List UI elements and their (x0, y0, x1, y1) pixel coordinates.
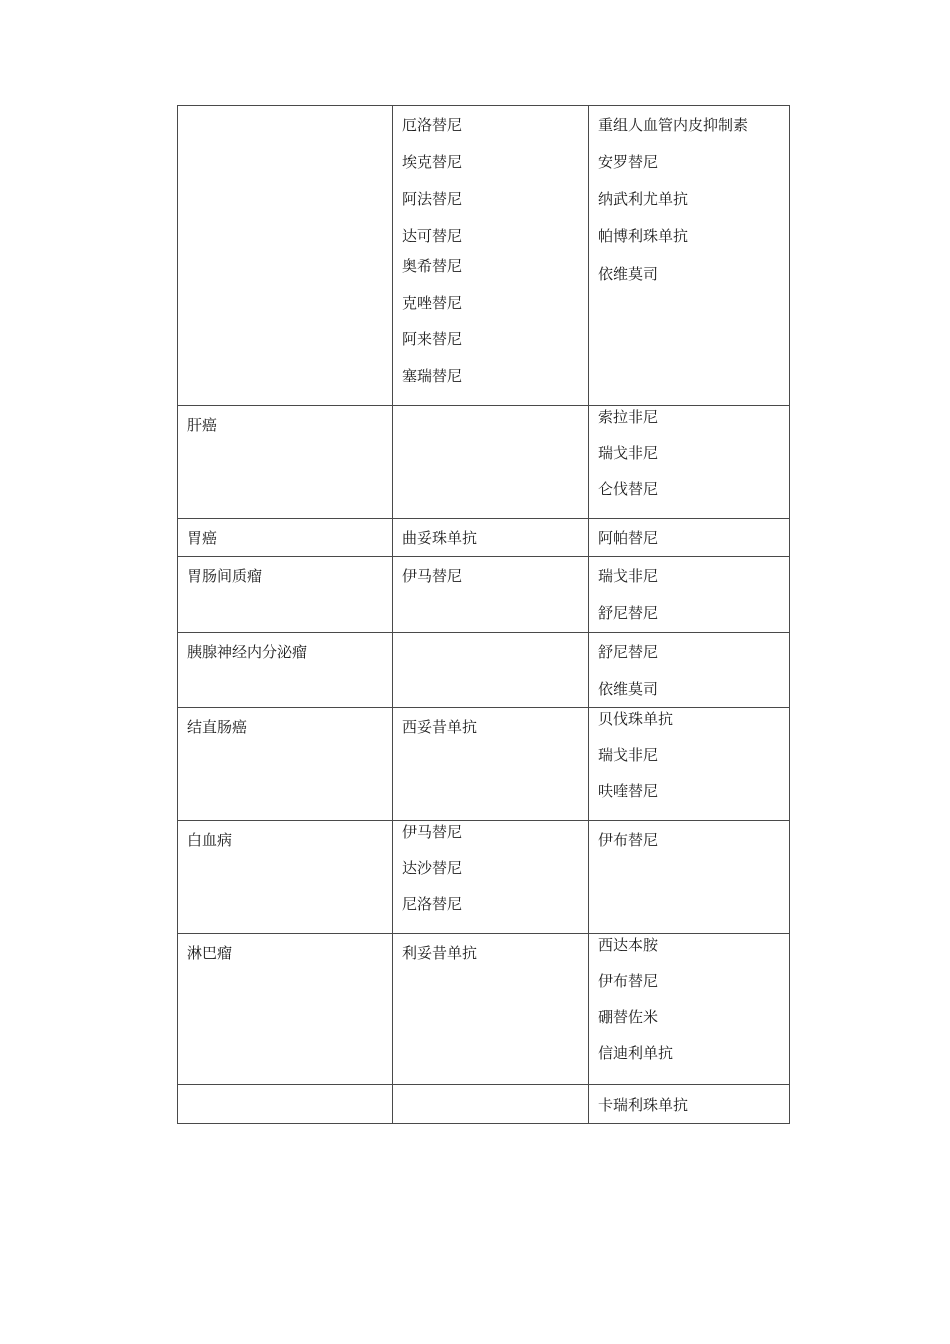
drug-name: 利妥昔单抗 (402, 944, 478, 962)
drug-name: 硼替佐米 (598, 1008, 659, 1026)
disease-cell (178, 557, 393, 633)
drug-name: 索拉非尼 (598, 408, 659, 426)
targeted-drug-cell (393, 519, 589, 557)
drug-name: 埃克替尼 (402, 153, 463, 171)
table-row (178, 633, 790, 708)
other-drug-cell (589, 633, 790, 708)
drug-name: 伊布替尼 (598, 831, 659, 849)
drug-name: 重组人血管内皮抑制素 (598, 116, 749, 134)
disease-name: 结直肠癌 (187, 718, 248, 736)
disease-cell (178, 934, 393, 1085)
disease-cell (178, 406, 393, 519)
drug-name: 呋喹替尼 (598, 782, 659, 800)
drug-name: 舒尼替尼 (598, 643, 659, 661)
other-drug-cell (589, 821, 790, 934)
disease-name: 白血病 (187, 831, 233, 849)
drug-name: 瑞戈非尼 (598, 746, 659, 764)
other-drug-cell (589, 406, 790, 519)
targeted-drug-cell (393, 1085, 589, 1124)
drug-name: 阿来替尼 (402, 330, 463, 348)
table-row (178, 519, 790, 557)
disease-cell (178, 519, 393, 557)
drug-name: 仑伐替尼 (598, 480, 659, 498)
table-row (178, 821, 790, 934)
disease-cell (178, 106, 393, 406)
disease-name: 肝癌 (187, 416, 218, 434)
targeted-drug-cell (393, 557, 589, 633)
table-row (178, 1085, 790, 1124)
table-row (178, 106, 790, 406)
drug-name: 安罗替尼 (598, 153, 659, 171)
disease-cell (178, 708, 393, 821)
drug-name: 贝伐珠单抗 (598, 710, 674, 728)
other-drug-cell (589, 106, 790, 406)
disease-name: 胃癌 (187, 529, 218, 547)
table-row (178, 557, 790, 633)
disease-name: 淋巴瘤 (187, 944, 233, 962)
targeted-drug-cell (393, 633, 589, 708)
drug-name: 克唑替尼 (402, 294, 463, 312)
drug-name: 达可替尼 (402, 227, 463, 245)
other-drug-cell (589, 708, 790, 821)
drug-name: 纳武利尤单抗 (598, 190, 689, 208)
disease-cell (178, 633, 393, 708)
targeted-drug-cell (393, 821, 589, 934)
drug-table (177, 105, 790, 1124)
drug-name: 塞瑞替尼 (402, 367, 463, 385)
table-row (178, 406, 790, 519)
drug-name: 依维莫司 (598, 265, 659, 283)
disease-name: 胰腺神经内分泌瘤 (187, 643, 308, 661)
drug-name: 阿法替尼 (402, 190, 463, 208)
other-drug-cell (589, 557, 790, 633)
disease-name: 胃肠间质瘤 (187, 567, 263, 585)
drug-name: 信迪利单抗 (598, 1044, 674, 1062)
disease-cell (178, 1085, 393, 1124)
drug-name: 阿帕替尼 (598, 529, 659, 547)
drug-name: 依维莫司 (598, 680, 659, 698)
drug-name: 帕博利珠单抗 (598, 227, 689, 245)
other-drug-cell (589, 934, 790, 1085)
drug-name: 伊马替尼 (402, 567, 463, 585)
drug-name: 西达本胺 (598, 936, 659, 954)
drug-name: 伊布替尼 (598, 972, 659, 990)
drug-name: 伊马替尼 (402, 823, 463, 841)
drug-name: 卡瑞利珠单抗 (598, 1096, 689, 1114)
targeted-drug-cell (393, 106, 589, 406)
table-row (178, 708, 790, 821)
drug-name: 西妥昔单抗 (402, 718, 478, 736)
targeted-drug-cell (393, 934, 589, 1085)
drug-name: 尼洛替尼 (402, 895, 463, 913)
drug-name: 奥希替尼 (402, 257, 463, 275)
drug-name: 曲妥珠单抗 (402, 529, 478, 547)
drug-name: 厄洛替尼 (402, 116, 463, 134)
other-drug-cell (589, 1085, 790, 1124)
drug-name: 瑞戈非尼 (598, 567, 659, 585)
targeted-drug-cell (393, 708, 589, 821)
drug-name: 瑞戈非尼 (598, 444, 659, 462)
disease-cell (178, 821, 393, 934)
drug-name: 舒尼替尼 (598, 604, 659, 622)
targeted-drug-cell (393, 406, 589, 519)
table-row (178, 934, 790, 1085)
drug-name: 达沙替尼 (402, 859, 463, 877)
other-drug-cell (589, 519, 790, 557)
